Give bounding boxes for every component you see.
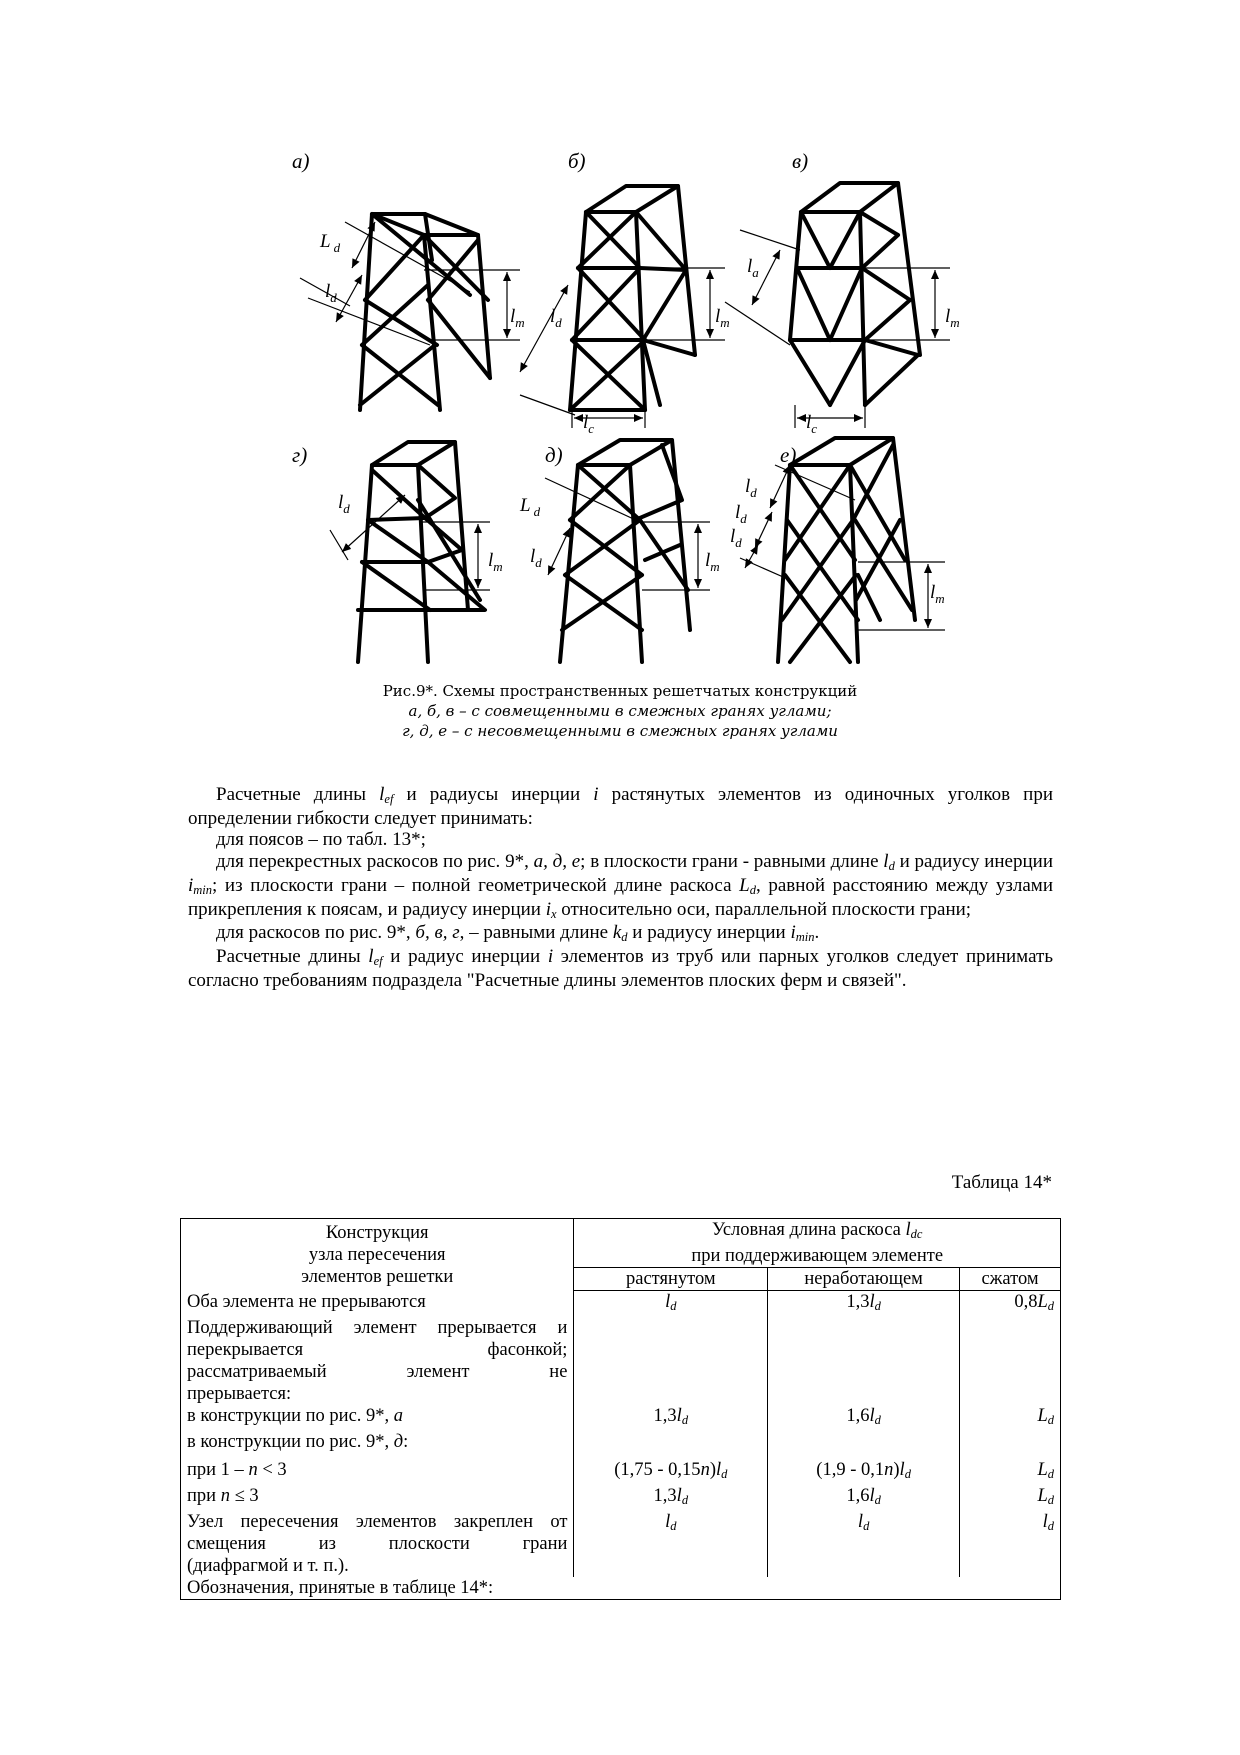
- dim-g-ld: $l_d$: [338, 492, 350, 516]
- table-14: [180, 1218, 1061, 1600]
- header-construction: Конструкция узла пересечения элементов решетки: [181, 1219, 574, 1291]
- row3-v3: Ld: [960, 1405, 1061, 1431]
- paragraph-5: Расчетные длины lef и радиус инерции i элементов из труб или парных уголков следует принимать согласно требованиям подраздела "Расчетные длины элементов плоских ферм и связей".: [188, 945, 1053, 991]
- row7-v1: ld: [574, 1511, 768, 1577]
- paragraph-2: для поясов – по табл. 13*;: [216, 829, 426, 851]
- paragraph-3: для перекрестных раскосов по рис. 9*, а, д, е; в плоскости грани - равными длине ld и радиусу инерции imin; из плоскости грани – полной геометрической длине раскоса Ld, равной расстоянию между узлами прикрепления к поясам, и радиусу инерции ix относительно оси, параллельной плоскости грани;: [188, 851, 1053, 921]
- dim-a-ld: $l_d$: [325, 281, 337, 305]
- row6-v2: 1,6ld: [768, 1485, 960, 1511]
- header-conditional-length: Условная длина раскоса ldc при поддерживающем элементе: [574, 1219, 1061, 1268]
- panel-label-a: а): [292, 149, 310, 173]
- row2-label: Поддерживающий элемент прерывается и перекрывается фасонкой; рассматриваемый элемент не прерывается:: [181, 1317, 574, 1405]
- tower-d: [560, 440, 690, 662]
- tower-b: [570, 186, 695, 410]
- row5-v2: (1,9 - 0,1n)ld: [768, 1453, 960, 1485]
- panel-label-d: д): [545, 443, 563, 467]
- row7-label: Узел пересечения элементов закреплен от смещения из плоскости грани (диафрагмой и т. п.).: [181, 1511, 574, 1577]
- row3-v1: 1,3ld: [574, 1405, 768, 1431]
- header-compressed: сжатом: [960, 1268, 1061, 1291]
- row1-v2: 1,3ld: [768, 1291, 960, 1318]
- dim-v-lm: $l_m$: [945, 306, 960, 330]
- dim-b-ld: $l_d$: [550, 306, 562, 330]
- table-row: [181, 1431, 1061, 1453]
- dim-g-lm: $l_m$: [488, 550, 503, 574]
- figure-caption: [0, 681, 1240, 741]
- row7-v3: ld: [960, 1511, 1061, 1577]
- row5-label: при 1 – n < 3: [181, 1453, 574, 1485]
- panel-label-v: в): [792, 149, 809, 173]
- row6-v1: 1,3ld: [574, 1485, 768, 1511]
- caption-line-2: а, б, в – с совмещенными в смежных гранях углами;: [408, 702, 832, 720]
- table-row: [181, 1485, 1061, 1511]
- dim-e-ld-3: $l_d$: [730, 526, 742, 550]
- panel-label-b: б): [568, 149, 586, 173]
- caption-line-3: г, д, е – с несовмещенными в смежных гранях углами: [402, 722, 838, 740]
- dim-v-lc: $l_c$: [806, 412, 818, 436]
- row5-v1: (1,75 - 0,15n)ld: [574, 1453, 768, 1485]
- tower-e: [778, 438, 915, 662]
- dim-e-lm: $l_m$: [930, 582, 945, 606]
- figure-9-lattice-schemes: [0, 0, 1240, 680]
- row4-label: в конструкции по рис. 9*, д:: [181, 1431, 574, 1453]
- dim-e-ld-2: $l_d$: [735, 502, 747, 526]
- row5-v3: Ld: [960, 1453, 1061, 1485]
- row1-label: Оба элемента не прерываются: [181, 1291, 574, 1318]
- row6-v3: Ld: [960, 1485, 1061, 1511]
- dim-a-Ld: L $_d$: [320, 231, 341, 255]
- table-row: [181, 1577, 1061, 1600]
- header-idle: неработающем: [768, 1268, 960, 1291]
- paragraph-1: Расчетные длины lef и радиусы инерции i растянутых элементов из одиночных уголков при определении гибкости следует принимать:: [188, 784, 1053, 829]
- dim-e-ld-1: $l_d$: [745, 476, 757, 500]
- table-title: Таблица 14*: [951, 1172, 1052, 1193]
- header-tensioned: растянутом: [574, 1268, 768, 1291]
- tower-v: [790, 183, 920, 405]
- table-row: [181, 1405, 1061, 1431]
- row3-label: в конструкции по рис. 9*, а: [181, 1405, 574, 1431]
- panel-label-g: г): [292, 443, 308, 467]
- dim-v-la: $l_a$: [747, 256, 759, 280]
- row1-v3: 0,8Ld: [960, 1291, 1061, 1318]
- tower-g: [358, 442, 485, 662]
- table-row: [181, 1291, 1061, 1318]
- row7-v2: ld: [768, 1511, 960, 1577]
- table-row: [181, 1453, 1061, 1485]
- tower-a: [360, 214, 490, 410]
- dim-d-lm: $l_m$: [705, 550, 720, 574]
- body-text: [188, 784, 1053, 991]
- dim-d-ld: $l_d$: [530, 546, 542, 570]
- row3-v2: 1,6ld: [768, 1405, 960, 1431]
- row8-notation: Обозначения, принятые в таблице 14*:: [181, 1577, 1061, 1600]
- row6-label: при n ≤ 3: [181, 1485, 574, 1511]
- dim-b-lc: $l_c$: [583, 412, 595, 436]
- paragraph-4: для раскосов по рис. 9*, б, в, г, – равными длине kd и радиусу инерции imin.: [216, 922, 820, 945]
- panel-label-e: е): [780, 443, 797, 467]
- dim-b-lm: $l_m$: [715, 306, 730, 330]
- dim-d-Ld: L $_d$: [520, 495, 541, 519]
- caption-line-1: Рис.9*. Схемы пространственных решетчатых конструкций: [382, 682, 858, 700]
- table-row: [181, 1317, 1061, 1405]
- dim-a-lm: $l_m$: [510, 306, 525, 330]
- table-row: [181, 1511, 1061, 1577]
- row1-v1: ld: [574, 1291, 768, 1318]
